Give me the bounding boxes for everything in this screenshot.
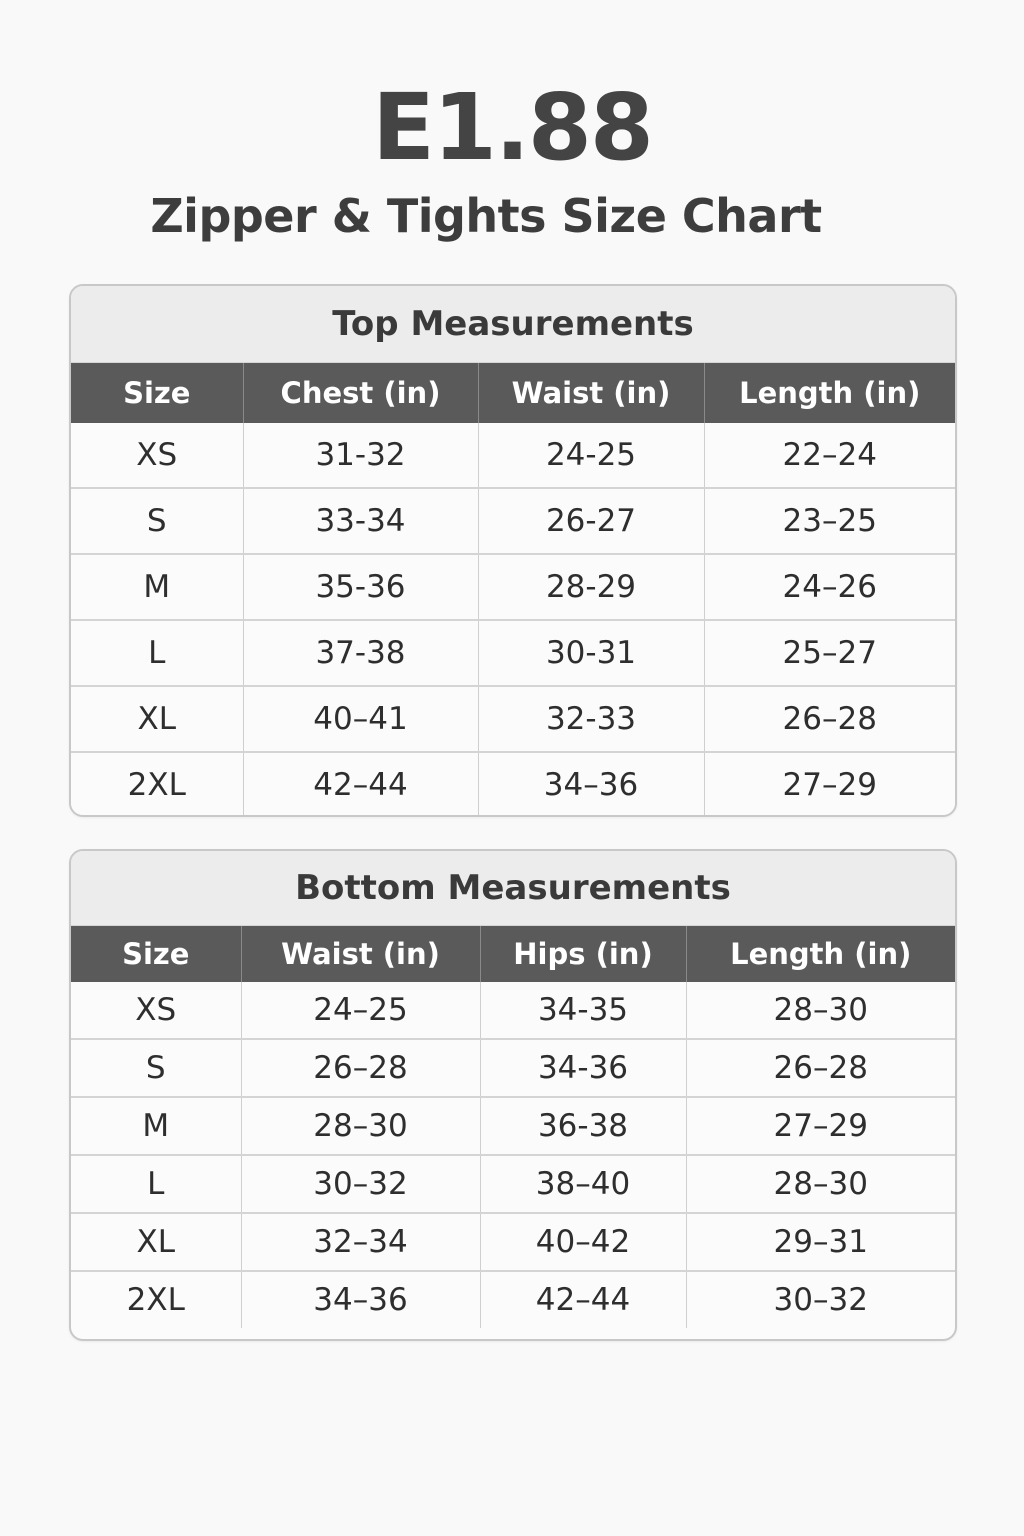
size-cell: S — [71, 1039, 241, 1097]
bottom-measurements-table — [71, 926, 955, 1328]
column-header-size: Size — [71, 363, 243, 423]
waist-cell: 34–36 — [241, 1271, 480, 1328]
top-table-title: Top Measurements — [71, 286, 955, 363]
top-measurements-card — [69, 284, 957, 817]
size-cell: L — [71, 1155, 241, 1213]
waist-cell: 30–32 — [241, 1155, 480, 1213]
hips-cell: 36-38 — [480, 1097, 686, 1155]
length-cell: 27–29 — [704, 752, 955, 817]
chest-cell: 31-32 — [243, 423, 478, 488]
table-row — [71, 488, 955, 554]
size-cell: M — [71, 1097, 241, 1155]
column-header-waist: Waist (in) — [478, 363, 704, 423]
size-cell: XL — [71, 1213, 241, 1271]
waist-cell: 28-29 — [478, 554, 704, 620]
length-cell: 28–30 — [686, 982, 955, 1039]
hips-cell: 34-36 — [480, 1039, 686, 1097]
column-header-chest: Chest (in) — [243, 363, 478, 423]
column-header-length: Length (in) — [704, 363, 955, 423]
length-cell: 23–25 — [704, 488, 955, 554]
brand-title: E1.88 — [372, 74, 652, 181]
table-row — [71, 752, 955, 817]
hips-cell: 42–44 — [480, 1271, 686, 1328]
chest-cell: 42–44 — [243, 752, 478, 817]
hips-cell: 38–40 — [480, 1155, 686, 1213]
table-row — [71, 423, 955, 488]
waist-cell: 24-25 — [478, 423, 704, 488]
chest-cell: 40–41 — [243, 686, 478, 752]
length-cell: 25–27 — [704, 620, 955, 686]
chest-cell: 33-34 — [243, 488, 478, 554]
waist-cell: 34–36 — [478, 752, 704, 817]
table-row — [71, 1213, 955, 1271]
waist-cell: 26–28 — [241, 1039, 480, 1097]
waist-cell: 26-27 — [478, 488, 704, 554]
table-header-row — [71, 926, 955, 982]
table-row — [71, 1155, 955, 1213]
size-cell: XL — [71, 686, 243, 752]
table-row — [71, 620, 955, 686]
table-row — [71, 982, 955, 1039]
page-subtitle: Zipper & Tights Size Chart — [150, 189, 822, 243]
waist-cell: 32–34 — [241, 1213, 480, 1271]
table-row — [71, 1097, 955, 1155]
table-row — [71, 554, 955, 620]
table-row — [71, 1271, 955, 1328]
waist-cell: 32-33 — [478, 686, 704, 752]
table-row — [71, 1039, 955, 1097]
length-cell: 27–29 — [686, 1097, 955, 1155]
chest-cell: 37-38 — [243, 620, 478, 686]
top-measurements-table — [71, 363, 955, 817]
waist-cell: 30-31 — [478, 620, 704, 686]
size-cell: L — [71, 620, 243, 686]
length-cell: 28–30 — [686, 1155, 955, 1213]
size-cell: M — [71, 554, 243, 620]
length-cell: 26–28 — [704, 686, 955, 752]
column-header-size: Size — [71, 926, 241, 982]
chest-cell: 35-36 — [243, 554, 478, 620]
waist-cell: 24–25 — [241, 982, 480, 1039]
length-cell: 30–32 — [686, 1271, 955, 1328]
size-cell: XS — [71, 982, 241, 1039]
length-cell: 29–31 — [686, 1213, 955, 1271]
table-header-row — [71, 363, 955, 423]
bottom-table-title: Bottom Measurements — [71, 851, 955, 926]
column-header-hips: Hips (in) — [480, 926, 686, 982]
length-cell: 24–26 — [704, 554, 955, 620]
hips-cell: 40–42 — [480, 1213, 686, 1271]
waist-cell: 28–30 — [241, 1097, 480, 1155]
bottom-measurements-card — [69, 849, 957, 1341]
column-header-waist: Waist (in) — [241, 926, 480, 982]
size-cell: XS — [71, 423, 243, 488]
column-header-length: Length (in) — [686, 926, 955, 982]
size-cell: 2XL — [71, 1271, 241, 1328]
size-cell: 2XL — [71, 752, 243, 817]
hips-cell: 34-35 — [480, 982, 686, 1039]
size-cell: S — [71, 488, 243, 554]
table-row — [71, 686, 955, 752]
length-cell: 26–28 — [686, 1039, 955, 1097]
length-cell: 22–24 — [704, 423, 955, 488]
